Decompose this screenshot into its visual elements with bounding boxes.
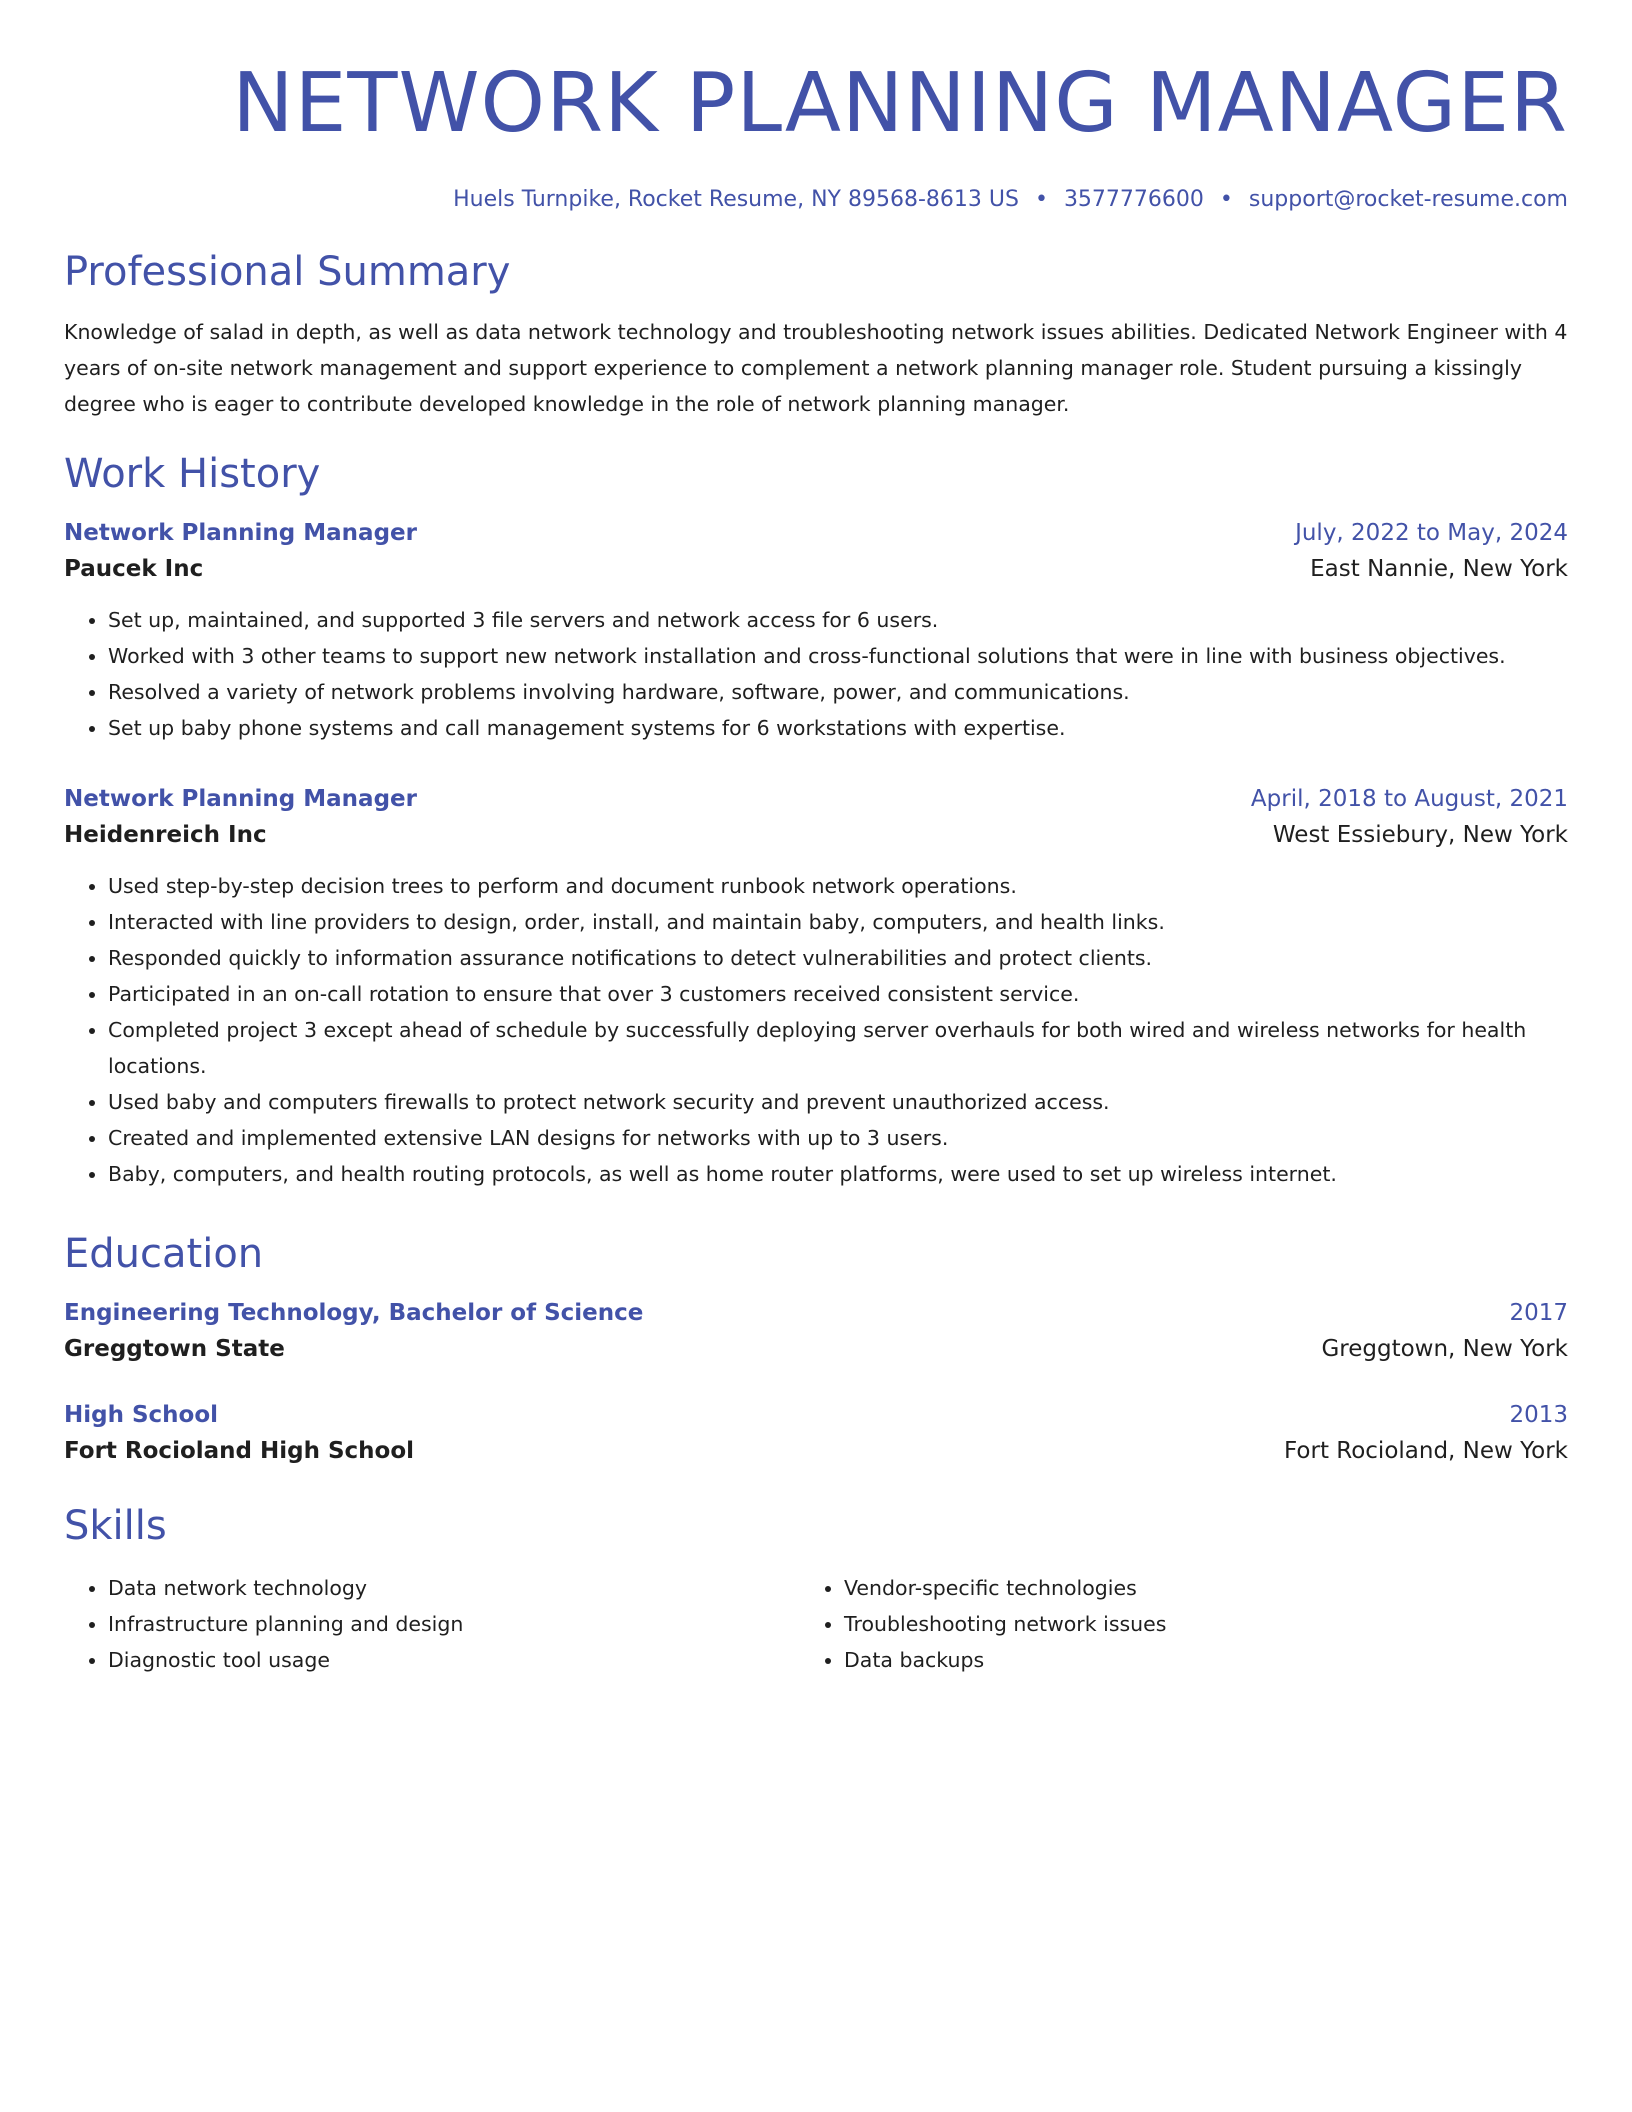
education-school: Fort Rocioland High School	[64, 1438, 415, 1464]
skills-column-left	[64, 1570, 800, 1678]
education-entry	[64, 1402, 1568, 1464]
skill-item: • Troubleshooting network issues	[844, 1606, 1536, 1642]
job-bullet: • Set up baby phone systems and call management systems for 6 workstations with expertise.	[108, 710, 1568, 746]
job-company: Heidenreich Inc	[64, 822, 267, 848]
job-location: East Nannie, New York	[1310, 556, 1568, 582]
summary-text: Knowledge of salad in depth, as well as data network technology and troubleshooting network issues abilities. Dedicated Network Engineer with 4 years of on-site network management and support experience to complement a network planning manager role. Student pursuing a kissingly degree who is eager to contribute developed knowledge in the role of network planning manager.	[64, 320, 1568, 416]
education-entry	[64, 1300, 1568, 1362]
job-role: Network Planning Manager	[64, 520, 417, 546]
section-title-work-history: Work History	[64, 451, 321, 497]
skill-item: • Data backups	[844, 1642, 1536, 1678]
job-bullet: • Resolved a variety of network problems involving hardware, software, power, and communications.	[108, 674, 1568, 710]
education-location: Greggtown, New York	[1321, 1336, 1568, 1362]
job-bullet: • Created and implemented extensive LAN designs for networks with up to 3 users.	[108, 1120, 1568, 1156]
skill-item: • Infrastructure planning and design	[108, 1606, 800, 1642]
job-bullet: • Participated in an on-call rotation to ensure that over 3 customers received consistent service.	[108, 976, 1568, 1012]
education-location: Fort Rocioland, New York	[1284, 1438, 1568, 1464]
section-title-education: Education	[64, 1231, 264, 1277]
contact-separator: •	[1219, 187, 1233, 212]
job-bullet: • Worked with 3 other teams to support new network installation and cross-functional solutions that were in line with business objectives.	[108, 638, 1568, 674]
job-bullet: • Used baby and computers firewalls to protect network security and prevent unauthorized access.	[108, 1084, 1568, 1120]
contact-email: support@rocket-resume.com	[1248, 187, 1568, 212]
job-company-row	[64, 822, 1568, 848]
job-company: Paucek Inc	[64, 556, 204, 582]
job-bullets	[64, 868, 1568, 1192]
contact-separator: •	[1034, 187, 1048, 212]
job-bullet: • Set up, maintained, and supported 3 file servers and network access for 6 users.	[108, 602, 1568, 638]
job-bullet: • Responded quickly to information assurance notifications to detect vulnerabilities and protect clients.	[108, 940, 1568, 976]
job-bullet: • Completed project 3 except ahead of schedule by successfully deploying server overhauls for both wired and wireless networks for health locations.	[108, 1012, 1568, 1084]
skill-item: • Data network technology	[108, 1570, 800, 1606]
contact-address: Huels Turnpike, Rocket Resume, NY 89568-8613 US	[453, 187, 1019, 212]
skill-item: • Vendor-specific technologies	[844, 1570, 1536, 1606]
education-school: Greggtown State	[64, 1336, 285, 1362]
skills-list	[64, 1570, 1568, 1678]
job-entry	[64, 786, 1568, 1192]
education-degree: Engineering Technology, Bachelor of Science	[64, 1300, 644, 1326]
education-header-row	[64, 1300, 1568, 1326]
skills-column-right	[800, 1570, 1536, 1678]
contact-line	[64, 187, 1568, 212]
section-title-summary: Professional Summary	[64, 249, 511, 295]
education-header-row	[64, 1402, 1568, 1428]
education-school-row	[64, 1336, 1568, 1362]
job-dates: April, 2018 to August, 2021	[1250, 786, 1568, 812]
job-company-row	[64, 556, 1568, 582]
job-bullet: • Baby, computers, and health routing protocols, as well as home router platforms, were used to set up wireless internet.	[108, 1156, 1568, 1192]
job-bullets	[64, 602, 1568, 746]
education-school-row	[64, 1438, 1568, 1464]
education-year: 2013	[1509, 1402, 1568, 1428]
skill-item: • Diagnostic tool usage	[108, 1642, 800, 1678]
candidate-title: NETWORK PLANNING MANAGER	[232, 56, 1568, 151]
job-dates: July, 2022 to May, 2024	[1295, 520, 1568, 546]
job-role: Network Planning Manager	[64, 786, 417, 812]
section-title-skills: Skills	[64, 1503, 167, 1549]
job-entry	[64, 520, 1568, 746]
education-year: 2017	[1509, 1300, 1568, 1326]
job-bullet: • Used step-by-step decision trees to perform and document runbook network operations.	[108, 868, 1568, 904]
contact-phone: 3577776600	[1063, 187, 1204, 212]
job-header-row	[64, 786, 1568, 812]
education-degree: High School	[64, 1402, 219, 1428]
job-header-row	[64, 520, 1568, 546]
job-bullet: • Interacted with line providers to design, order, install, and maintain baby, computers, and health links.	[108, 904, 1568, 940]
job-location: West Essiebury, New York	[1272, 822, 1568, 848]
